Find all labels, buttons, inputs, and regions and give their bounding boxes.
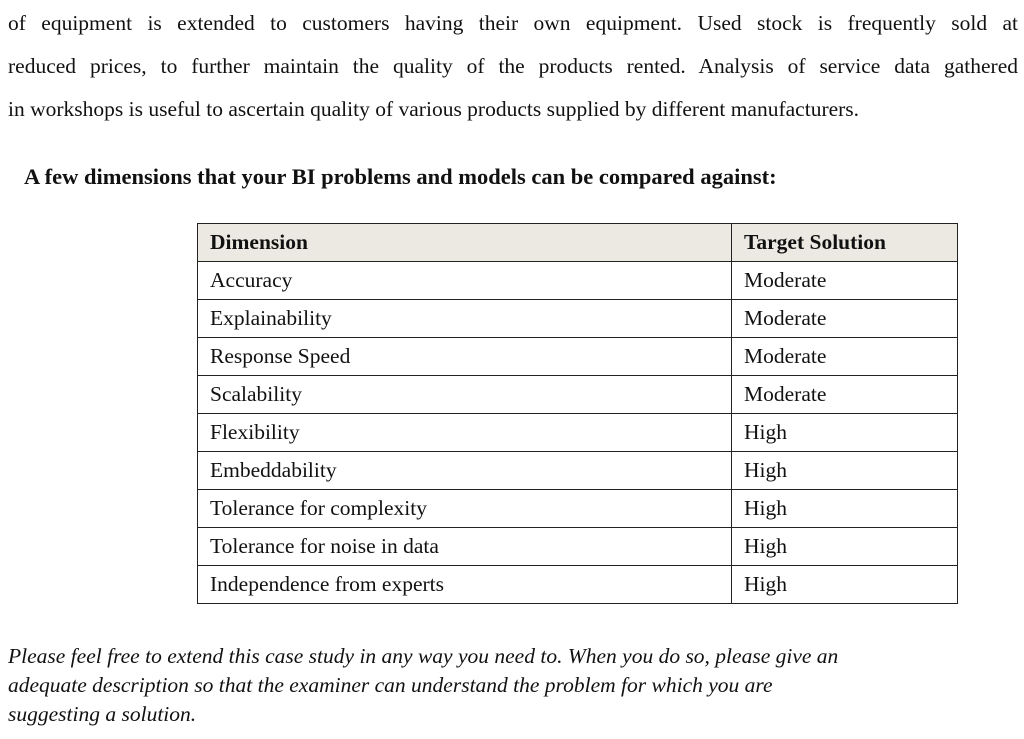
target-cell: High [732, 414, 958, 452]
intro-paragraph [8, 2, 1018, 131]
column-header-target-solution: Target Solution [732, 224, 958, 262]
dimension-cell: Response Speed [198, 338, 732, 376]
dimension-cell: Flexibility [198, 414, 732, 452]
dimensions-table [197, 223, 958, 604]
target-cell: Moderate [732, 262, 958, 300]
table-row [198, 490, 958, 528]
dimension-cell: Tolerance for noise in data [198, 528, 732, 566]
table-row [198, 528, 958, 566]
table-row [198, 338, 958, 376]
target-cell: High [732, 490, 958, 528]
dimension-cell: Explainability [198, 300, 732, 338]
dimension-cell: Tolerance for complexity [198, 490, 732, 528]
footer-line: Please feel free to extend this case study in any way you need to. When you do so, please give an [8, 644, 839, 668]
intro-line: of equipment is extended to customers having their own equipment. Used stock is frequently sold at [8, 11, 1018, 35]
footer-note [8, 642, 1008, 729]
dimension-cell: Independence from experts [198, 566, 732, 604]
dimension-cell: Scalability [198, 376, 732, 414]
section-heading: A few dimensions that your BI problems and models can be compared against: [24, 164, 777, 189]
table-row [198, 376, 958, 414]
target-cell: Moderate [732, 300, 958, 338]
target-cell: High [732, 566, 958, 604]
intro-line: in workshops is useful to ascertain quality of various products supplied by different manufacturers. [8, 97, 860, 121]
table-row [198, 300, 958, 338]
table-row [198, 452, 958, 490]
column-header-dimension: Dimension [198, 224, 732, 262]
dimension-cell: Accuracy [198, 262, 732, 300]
target-cell: High [732, 528, 958, 566]
target-cell: Moderate [732, 338, 958, 376]
table-header-row [198, 224, 958, 262]
dimension-cell: Embeddability [198, 452, 732, 490]
footer-line: suggesting a solution. [8, 702, 197, 726]
target-cell: High [732, 452, 958, 490]
table-row [198, 414, 958, 452]
target-cell: Moderate [732, 376, 958, 414]
table-row [198, 566, 958, 604]
footer-line: adequate description so that the examiner can understand the problem for which you are [8, 673, 773, 697]
table-row [198, 262, 958, 300]
intro-line: reduced prices, to further maintain the quality of the products rented. Analysis of service data gathered [8, 54, 1018, 78]
